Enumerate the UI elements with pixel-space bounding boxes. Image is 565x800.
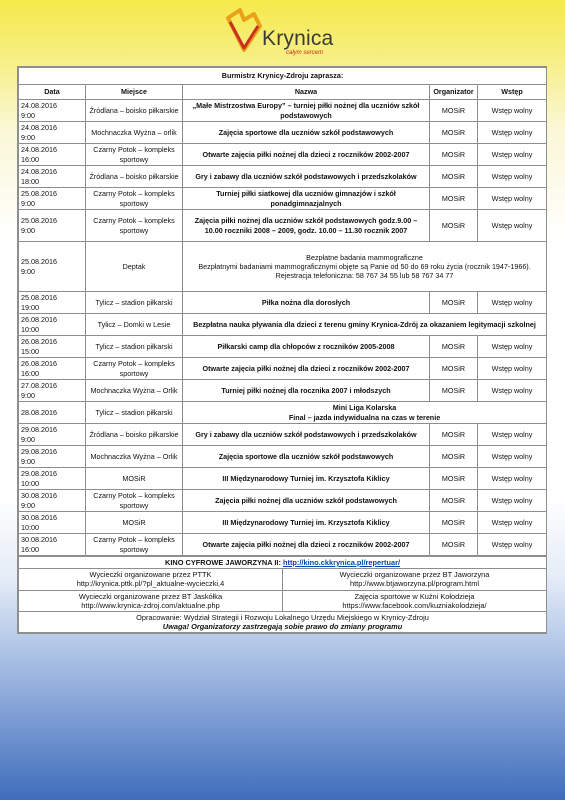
event-date-day: 29.08.2016 [21,469,57,479]
event-time: 10:00 [21,522,39,532]
event-place: Czarny Potok – kompleks sportowy [86,210,183,242]
event-place: Czarny Potok – kompleks sportowy [86,490,183,512]
event-organizer: MOSiR [430,166,478,188]
event-date-day: 25.08.2016 [21,216,57,226]
event-date [19,210,86,242]
event-time: 9:00 [21,132,35,142]
table-row [19,210,547,242]
event-date-day: 26.08.2016 [21,337,57,347]
table-row [19,144,547,166]
event-name: Zajęcia sportowe dla uczniów szkół podstawowych [183,122,430,144]
event-time: 9:00 [21,225,35,235]
event-place: Źródlana – boisko piłkarskie [86,424,183,446]
event-organizer: MOSiR [430,144,478,166]
event-entry: Wstęp wolny [478,144,547,166]
footer-table [18,556,547,633]
event-place: Źródlana – boisko piłkarskie [86,100,183,122]
event-name: Gry i zabawy dla uczniów szkół podstawowych i przedszkolaków [183,424,430,446]
event-time: 9:00 [21,456,35,466]
event-date [19,402,86,424]
event-organizer: MOSiR [430,188,478,210]
kino-label: KINO CYFROWE JAWORZYNA II: [164,558,281,567]
event-place: Tylicz – stadion piłkarski [86,336,183,358]
event-date-day: 24.08.2016 [21,101,57,111]
event-name: III Międzynarodowy Turniej im. Krzysztofa Kiklicy [183,512,430,534]
table-row [19,292,547,314]
event-place: Tylicz – stadion piłkarski [86,402,183,424]
event-date-day: 27.08.2016 [21,381,57,391]
event-name: III Międzynarodowy Turniej im. Krzysztofa Kiklicy [183,468,430,490]
jaworzyna-title: Wycieczki organizowane przez BT Jaworzyna [339,570,490,580]
event-date [19,166,86,188]
event-entry: Wstęp wolny [478,122,547,144]
table-row [19,166,547,188]
jaskolka-cell [19,590,283,611]
event-entry: Wstęp wolny [478,512,547,534]
event-entry: Wstęp wolny [478,210,547,242]
kuznia-title: Zajęcia sportowe w Kuźni Kołodzieja [354,591,475,601]
event-date-day: 26.08.2016 [21,315,57,325]
event-date [19,534,86,556]
event-place: Źródlana – boisko piłkarskie [86,166,183,188]
table-row [19,446,547,468]
event-name: Piłkarski camp dla chłopców z roczników 2005-2008 [183,336,430,358]
event-name: Gry i zabawy dla uczniów szkół podstawowych i przedszkolaków [183,166,430,188]
warning-text: Uwaga! Organizatorzy zastrzegają sobie prawo do zmiany programu [162,622,403,632]
event-entry: Wstęp wolny [478,292,547,314]
event-place: MOSiR [86,512,183,534]
event-time: 15:00 [21,346,39,356]
event-date [19,314,86,336]
event-place: Czarny Potok – kompleks sportowy [86,188,183,210]
event-date [19,380,86,402]
event-place: Tylicz – Domki w Lesie [86,314,183,336]
event-organizer: MOSiR [430,358,478,380]
event-time: 9:00 [21,434,35,444]
event-name: Turniej piłki nożnej dla rocznika 2007 i młodszych [183,380,430,402]
jaskolka-link[interactable]: http://www.krynica-zdroj.com/aktualne.php [81,600,220,610]
event-name: Bezpłatne badania mammograficzne Bezpłatnymi badaniami mammograficznymi objęte są Panie od 50 do 69 roku życia (rocznik 1947-1966). Rejestracja telefoniczna: 58 767 34 55 lub 58 767 34 77 [183,242,547,292]
jaskolka-title: Wycieczki organizowane przez BT Jaskółka [78,591,223,601]
event-date-day: 30.08.2016 [21,491,57,501]
event-time: 16:00 [21,544,39,554]
event-date [19,446,86,468]
event-date-day: 29.08.2016 [21,425,57,435]
event-date-day: 29.08.2016 [21,447,57,457]
event-date-day: 24.08.2016 [21,123,57,133]
event-date [19,512,86,534]
credit-cell [19,612,547,633]
event-organizer: MOSiR [430,336,478,358]
event-date [19,424,86,446]
table-row [19,100,547,122]
table-row [19,512,547,534]
event-entry: Wstęp wolny [478,358,547,380]
event-name: Bezpłatna nauka pływania dla dzieci z terenu gminy Krynica-Zdrój za okazaniem legitymacji szkolnej [183,314,547,336]
event-name: Turniej piłki siatkowej dla uczniów gimnazjów i szkół ponadgimnazjalnych [183,188,430,210]
event-name: Otwarte zajęcia piłki nożnej dla dzieci z roczników 2002-2007 [183,358,430,380]
event-date [19,144,86,166]
event-organizer: MOSiR [430,512,478,534]
event-entry: Wstęp wolny [478,446,547,468]
event-name: Otwarte zajęcia piłki nożnej dla dzieci z roczników 2002-2007 [183,534,430,556]
table-title: Burmistrz Krynicy-Zdroju zaprasza: [19,68,547,85]
column-header-name: Nazwa [183,85,430,100]
event-date-day: 26.08.2016 [21,359,57,369]
event-name: Zajęcia piłki nożnej dla uczniów szkół podstawowych godz.9.00 – 10.00 roczniki 2008 – 2009, godz. 10.00 – 11.30 rocznik 2007 [183,210,430,242]
event-organizer: MOSiR [430,424,478,446]
event-place: Tylicz – stadion piłkarski [86,292,183,314]
event-date [19,336,86,358]
event-organizer: MOSiR [430,380,478,402]
events-table [18,67,547,556]
event-date [19,468,86,490]
event-entry: Wstęp wolny [478,490,547,512]
kino-row [19,557,547,569]
event-place: Deptak [86,242,183,292]
table-row [19,314,547,336]
event-name: Otwarte zajęcia piłki nożnej dla dzieci z roczników 2002-2007 [183,144,430,166]
event-time: 10:00 [21,324,39,334]
jaworzyna-cell [283,569,547,590]
event-time: 19:00 [21,302,39,312]
column-header-place: Miejsce [86,85,183,100]
event-name: Zajęcia piłki nożnej dla uczniów szkół podstawowych [183,490,430,512]
event-date-day: 28.08.2016 [21,407,57,417]
event-organizer: MOSiR [430,292,478,314]
event-time: 16:00 [21,154,39,164]
event-time: 16:00 [21,368,39,378]
pttk-title: Wycieczki organizowane przez PTTK [89,570,212,580]
event-organizer: MOSiR [430,468,478,490]
jaworzyna-link[interactable]: http://www.btjaworzyna.pl/program.html [350,579,479,589]
table-row [19,402,547,424]
column-header-organizer: Organizator [430,85,478,100]
event-entry: Wstęp wolny [478,380,547,402]
event-name: Mini Liga Kolarska Final – jazda indywidualna na czas w terenie [183,402,547,424]
event-time: 9:00 [21,198,35,208]
event-place: Czarny Potok – kompleks sportowy [86,534,183,556]
logo-wordmark: Krynica [262,27,334,50]
event-time: 18:00 [21,176,39,186]
schedule-sheet [17,66,547,634]
event-place: Mochnaczka Wyżna – Orlik [86,380,183,402]
event-time: 9:00 [21,500,35,510]
event-entry: Wstęp wolny [478,468,547,490]
event-date [19,122,86,144]
pttk-link[interactable]: http://krynica.pttk.pl/?pl_aktualne-wycieczki,4 [76,579,225,589]
table-row [19,424,547,446]
event-entry: Wstęp wolny [478,534,547,556]
table-row [19,358,547,380]
event-organizer: MOSiR [430,534,478,556]
pttk-cell [19,569,283,590]
event-name: „Małe Mistrzostwa Europy” – turniej piłki nożnej dla uczniów szkół podstawowych [183,100,430,122]
table-row [19,468,547,490]
event-date [19,358,86,380]
event-organizer: MOSiR [430,446,478,468]
event-time: 9:00 [21,110,35,120]
event-date [19,188,86,210]
table-row [19,122,547,144]
event-entry: Wstęp wolny [478,424,547,446]
table-row [19,380,547,402]
event-name: Zajęcia sportowe dla uczniów szkół podstawowych [183,446,430,468]
table-row [19,242,547,292]
event-place: Czarny Potok – kompleks sportowy [86,358,183,380]
event-entry: Wstęp wolny [478,336,547,358]
event-entry: Wstęp wolny [478,166,547,188]
event-entry: Wstęp wolny [478,100,547,122]
event-organizer: MOSiR [430,490,478,512]
event-date [19,490,86,512]
event-date-day: 25.08.2016 [21,189,57,199]
heart-logo-icon [222,8,262,56]
event-date-day: 30.08.2016 [21,513,57,523]
event-entry: Wstęp wolny [478,188,547,210]
event-date-day: 24.08.2016 [21,167,57,177]
event-time: 9:00 [21,390,35,400]
event-organizer: MOSiR [430,210,478,242]
event-organizer: MOSiR [430,122,478,144]
krynica-logo [222,8,342,58]
event-date-day: 25.08.2016 [21,293,57,303]
event-place: Mochnaczka Wyżna – orlik [86,122,183,144]
event-place: Mochnaczka Wyżna – Orlik [86,446,183,468]
table-row [19,534,547,556]
event-date-day: 30.08.2016 [21,535,57,545]
event-date-day: 25.08.2016 [21,257,57,267]
credit-text: Opracowanie: Wydział Strategii i Rozwoju Lokalnego Urzędu Miejskiego w Krynicy-Zdroju [136,613,429,623]
table-row [19,188,547,210]
event-date [19,242,86,292]
event-date-day: 24.08.2016 [21,145,57,155]
event-time: 9:00 [21,266,35,276]
table-row [19,490,547,512]
event-organizer: MOSiR [430,100,478,122]
logo-tagline: całym sercem [286,50,324,56]
column-header-date: Data [19,85,86,100]
event-place: Czarny Potok – kompleks sportowy [86,144,183,166]
kuznia-cell [283,590,547,611]
event-date [19,292,86,314]
event-date [19,100,86,122]
table-row [19,336,547,358]
kuznia-link[interactable]: https://www.facebook.com/kuzniakolodzieja/ [342,600,487,610]
event-name: Piłka nożna dla dorosłych [183,292,430,314]
column-header-entry: Wstęp [478,85,547,100]
kino-link[interactable]: http://kino.ckkrynica.pl/repertuar/ [282,558,401,567]
event-time: 10:00 [21,478,39,488]
event-place: MOSiR [86,468,183,490]
